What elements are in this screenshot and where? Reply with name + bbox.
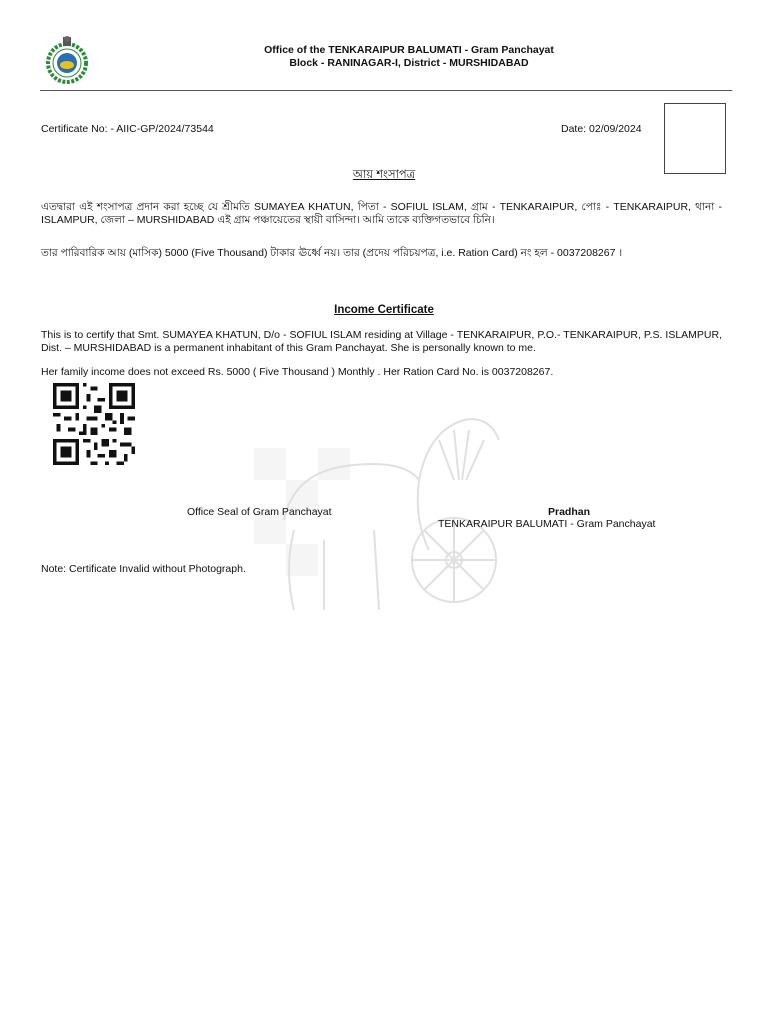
qr-code <box>50 383 138 465</box>
pradhan-label: Pradhan <box>548 506 591 518</box>
bengali-paragraph-2: তার পারিবারিক আয় (মাসিক) 5000 (Five Thousand) টাকার ঊর্ধ্বে নয়। তার (প্রদেয় পরিচয়পত্র, i.e. Ration Card) নং হল - 0037208267 । <box>41 247 623 259</box>
certificate-number: Certificate No: - AIIC-GP/2024/73544 <box>41 123 214 135</box>
english-title: Income Certificate <box>334 304 434 316</box>
header-divider <box>40 90 732 91</box>
office-header-line1: Office of the TENKARAIPUR BALUMATI - Gram Panchayat <box>264 44 554 56</box>
english-paragraph-1: This is to certify that Smt. SUMAYEA KHATUN, D/o - SOFIUL ISLAM residing at Village - TENKARAIPUR, P.O.- TENKARAIPUR, P.S. ISLAMPUR, Dist. – MURSHIDABAD is a permanent inhabitant of this Gram Panchayat. She is personally known to me. <box>41 329 722 354</box>
bengali-paragraph-1: এতদ্বারা এই শংসাপত্র প্রদান করা হচ্ছে যে শ্রীমতি SUMAYEA KHATUN, পিতা - SOFIUL ISLAM, গ্রাম - TENKARAIPUR, পোঃ - TENKARAIPUR, থানা - ISLAMPUR, জেলা – MURSHIDABAD এই গ্রাম পঞ্চায়েতের স্থায়ী বাসিন্দা। আমি তাকে ব্যক্তিগতভাবে চিনি। <box>41 201 722 226</box>
certificate-date: Date: 02/09/2024 <box>561 123 642 135</box>
pradhan-panchayat: TENKARAIPUR BALUMATI - Gram Panchayat <box>438 518 656 530</box>
office-header-line2: Block - RANINAGAR-I, District - MURSHIDABAD <box>289 57 529 69</box>
photograph-note: Note: Certificate Invalid without Photograph. <box>41 563 246 575</box>
english-paragraph-2: Her family income does not exceed Rs. 5000 ( Five Thousand ) Monthly . Her Ration Card No. is 0037208267. <box>41 366 554 378</box>
office-seal-label: Office Seal of Gram Panchayat <box>187 506 332 518</box>
photograph-box <box>664 103 726 174</box>
bengali-title: আয় শংসাপত্র <box>352 169 416 181</box>
